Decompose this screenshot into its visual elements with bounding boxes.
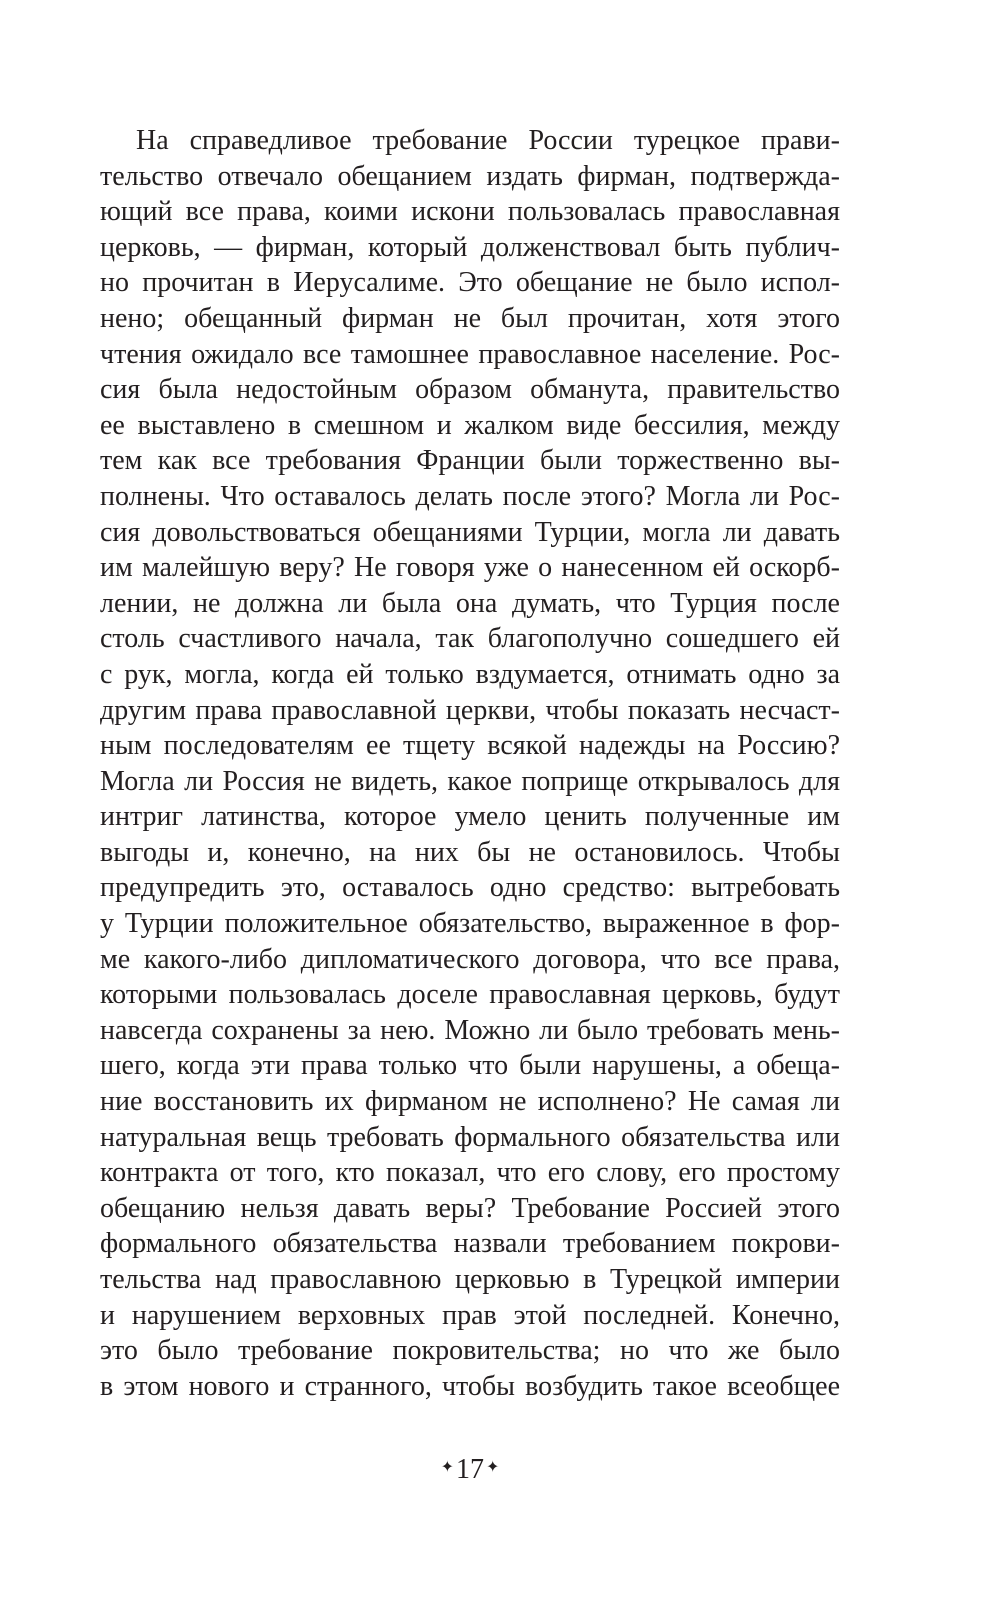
text-line: Могла ли Россия не видеть, какое поприще открывалось для — [100, 765, 840, 797]
text-line: чтения ожидало все тамошнее православное население. Рос- — [100, 338, 840, 370]
text-line: навсегда сохранены за нею. Можно ли было требовать мень- — [100, 1014, 840, 1046]
text-line: в этом нового и странного, чтобы возбудить такое всеобщее — [100, 1370, 840, 1402]
text-line: выгоды и, конечно, на них бы не остановилось. Чтобы — [100, 836, 840, 868]
text-line: им малейшую веру? Не говоря уже о нанесенном ей оскорб- — [100, 552, 840, 584]
text-line: формального обязательства назвали требованием покрови- — [100, 1228, 840, 1260]
text-line: полнены. Что оставалось делать после этого? Могла ли Рос- — [100, 480, 840, 512]
text-line: контракта от того, кто показал, что его слову, его простому — [100, 1157, 840, 1189]
text-line: с рук, могла, когда ей только вздумается, отнимать одно за — [100, 658, 840, 690]
text-line: лении, не должна ли была она думать, что Турция после — [100, 587, 840, 619]
text-line: это было требование покровительства; но что же было — [100, 1335, 840, 1367]
text-line: другим права православной церкви, чтобы показать несчаст- — [100, 694, 840, 726]
text-line: обещанию нельзя давать веры? Требование Россией этого — [100, 1192, 840, 1224]
body-text — [100, 123, 840, 1404]
text-line: нено; обещанный фирман не был прочитан, хотя этого — [100, 302, 840, 334]
text-line: ние восстановить их фирманом не исполнено? Не самая ли — [100, 1086, 840, 1118]
text-line: шего, когда эти права только что были нарушены, а обеща- — [100, 1050, 840, 1082]
text-line: у Турции положительное обязательство, выраженное в фор- — [100, 908, 840, 940]
text-line: тельства над православною церковью в Турецкой империи — [100, 1264, 840, 1295]
page-footer — [0, 1450, 940, 1488]
text-line: которыми пользовалась доселе православная церковь, будут — [100, 979, 840, 1011]
text-line: ющий все права, коими искони пользовалась православная — [100, 196, 840, 228]
text-line: тем как все требования Франции были торжественно вы- — [100, 445, 840, 477]
text-line: и нарушением верховных прав этой последней. Конечно, — [100, 1299, 840, 1331]
text-line: тельство отвечало обещанием издать фирман, подтвержда- — [100, 160, 840, 192]
page-number: 17 — [456, 1453, 484, 1485]
text-line: ме какого-либо дипломатического договора, что все права, — [100, 943, 840, 975]
text-line: сия была недостойным образом обманута, правительство — [100, 374, 840, 406]
text-line: но прочитан в Иерусалиме. Это обещание не было испол- — [100, 267, 840, 299]
text-line: столь счастливого начала, так благополучно сошедшего ей — [100, 623, 840, 655]
text-line: ее выставлено в смешном и жалком виде бессилия, между — [100, 409, 840, 441]
text-line: интриг латинства, которое умело ценить полученные им — [100, 801, 840, 833]
ornament-left-icon: ✦ — [440, 1458, 454, 1476]
text-line: ным последователям ее тщету всякой надежды на Россию? — [100, 730, 840, 762]
text-line: предупредить это, оставалось одно средство: вытребовать — [100, 872, 840, 904]
ornament-right-icon: ✦ — [486, 1458, 500, 1476]
text-line: На справедливое требование России турецкое прави- — [136, 125, 840, 156]
text-line: церковь, — фирман, который долженствовал быть публич- — [100, 231, 840, 263]
text-line: сия довольствоваться обещаниями Турции, могла ли давать — [100, 516, 840, 548]
text-line: натуральная вещь требовать формального обязательства или — [100, 1121, 840, 1153]
